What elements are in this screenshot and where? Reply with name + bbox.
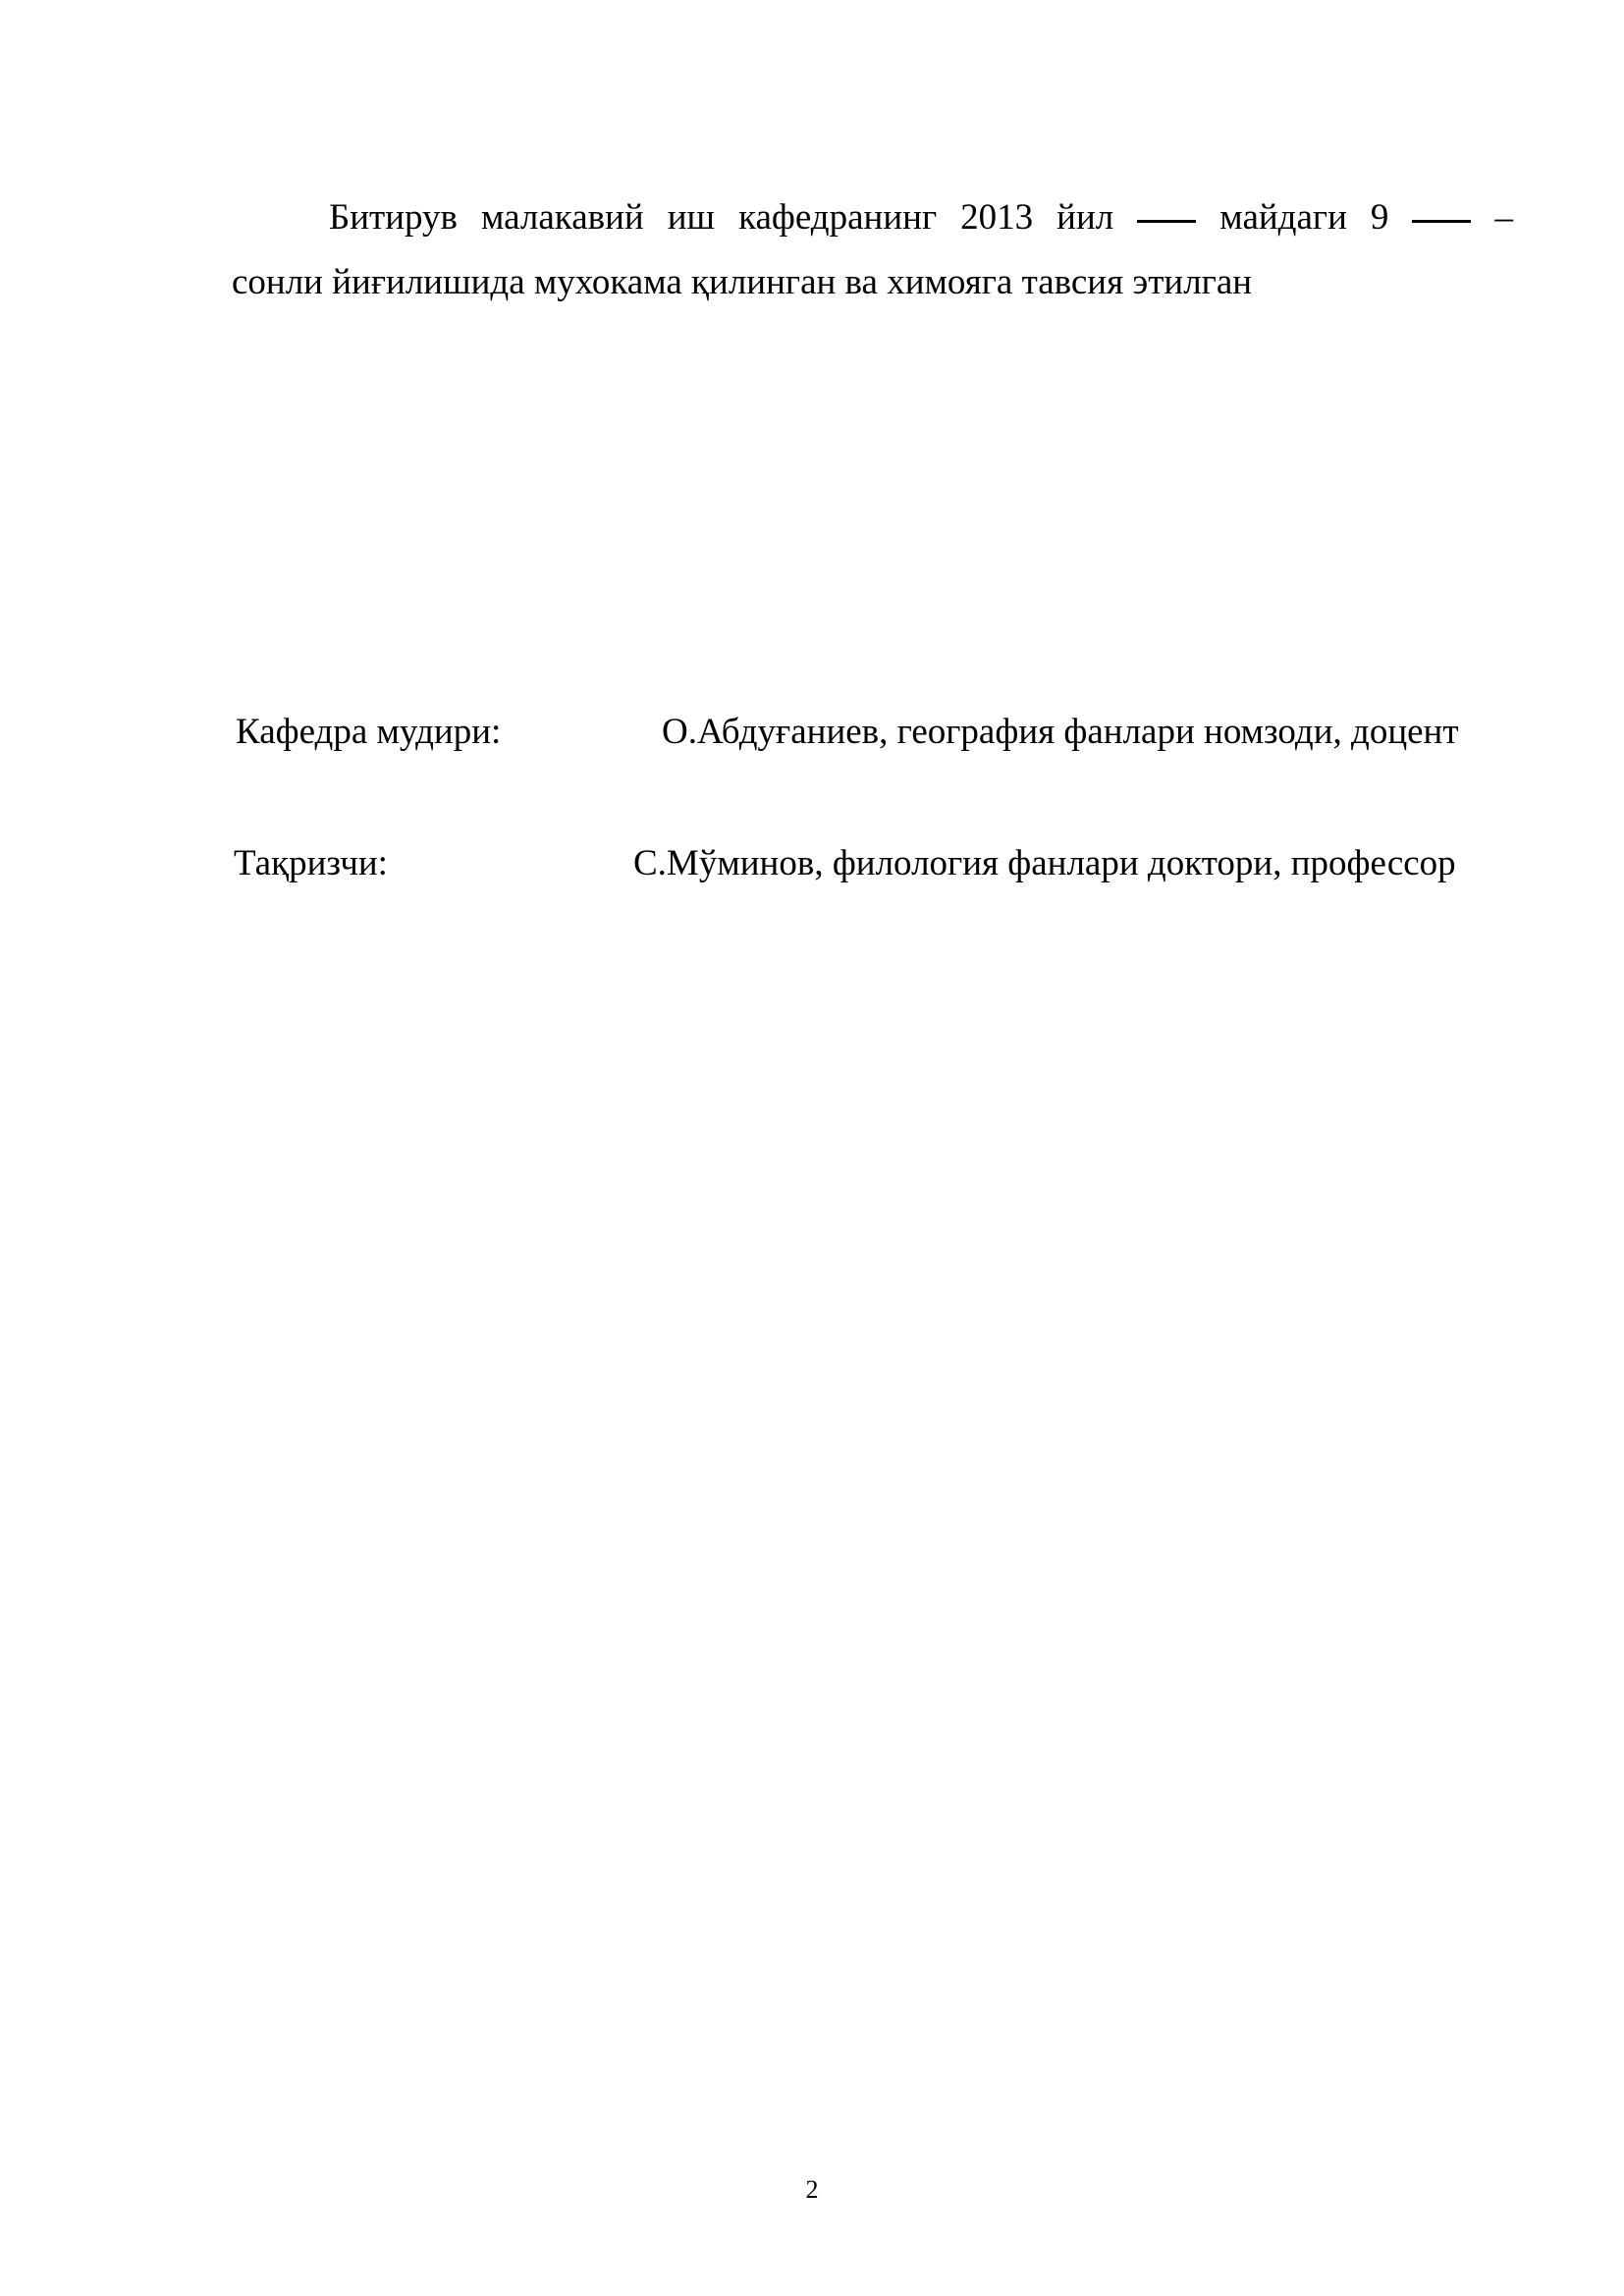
word: Битирув xyxy=(329,197,458,238)
word: малакавий xyxy=(481,197,644,238)
paragraph-line-2: сонли йиғилишида мухокама қилинган ва химояга тавсия этилган xyxy=(232,262,1253,302)
signature-label-reviewer: Тақризчи: xyxy=(234,843,388,883)
year: 2013 xyxy=(960,197,1034,238)
word: йил xyxy=(1056,197,1114,238)
day-blank xyxy=(1137,220,1196,223)
protocol-number: 9 xyxy=(1370,197,1389,238)
page-number: 2 xyxy=(805,2175,819,2204)
word: майдаги xyxy=(1219,197,1347,238)
word: кафедранинг xyxy=(738,197,938,238)
signature-value-head: О.Абдуғаниев, география фанлари номзоди, доцент xyxy=(662,712,1459,752)
signature-label-head: Кафедра мудири: xyxy=(236,712,502,752)
paragraph-line-1 xyxy=(329,193,1513,242)
word: иш xyxy=(667,197,716,238)
signature-value-reviewer: С.Мўминов, филология фанлари доктори, профессор xyxy=(633,843,1456,883)
dash: – xyxy=(1494,197,1513,238)
number-blank xyxy=(1412,220,1471,223)
